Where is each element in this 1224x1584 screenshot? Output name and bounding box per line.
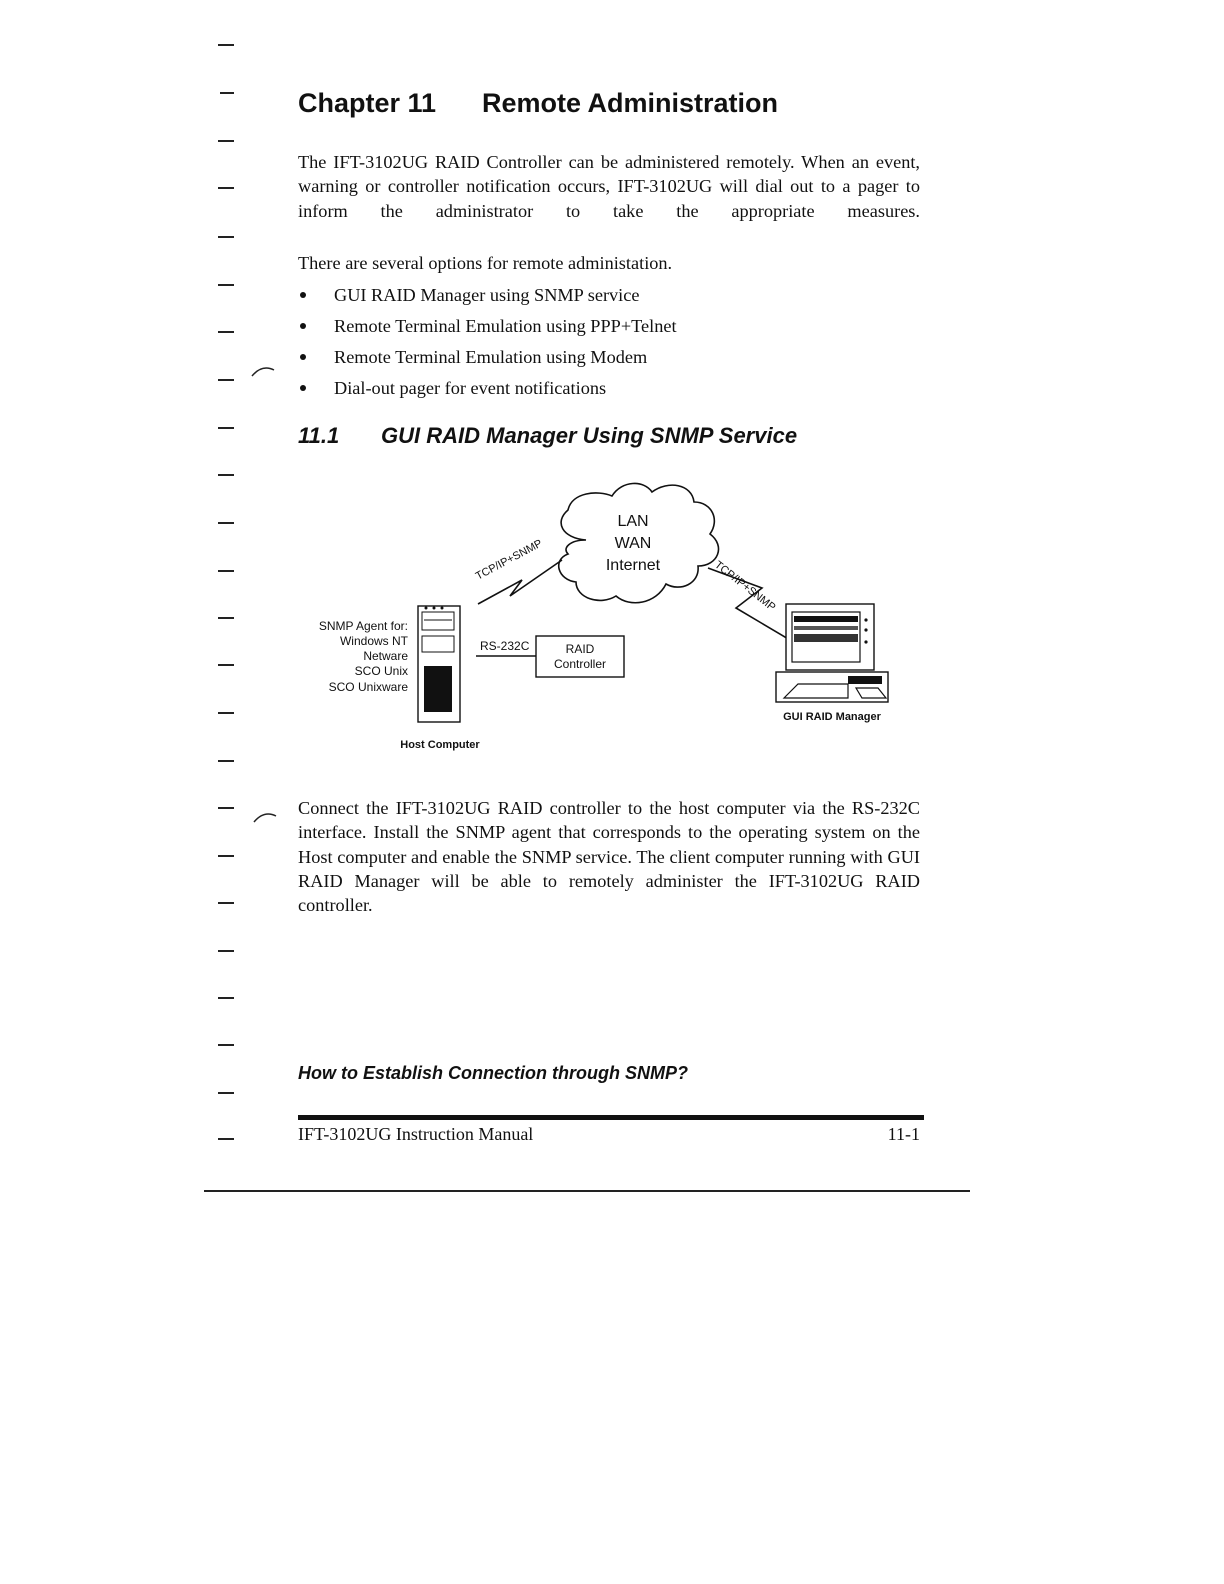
margin-mark xyxy=(218,1044,234,1046)
margin-mark xyxy=(218,807,234,809)
list-item xyxy=(298,376,677,407)
chapter-number: Chapter 11 xyxy=(298,88,437,118)
agent-os: Windows NT xyxy=(339,634,408,648)
margin-mark xyxy=(218,474,234,476)
list-item-label: Remote Terminal Emulation using PPP+Telnet xyxy=(334,316,677,336)
list-item xyxy=(298,283,677,314)
agent-os: Netware xyxy=(363,649,408,663)
margin-curl xyxy=(252,808,282,824)
margin-mark xyxy=(218,1092,234,1094)
bullet-icon xyxy=(300,354,306,360)
margin-mark xyxy=(218,570,234,572)
connect-paragraph: Connect the IFT-3102UG RAID controller to the host computer via the RS-232C interface. Install the SNMP agent that corresponds to the operating system on the Host computer and enable the SNMP service. The client computer running with GUI RAID Manager will be able to remotely administer the IFT-3102UG RAID controller. xyxy=(298,798,920,916)
snmp-network-diagram xyxy=(300,480,900,760)
bullet-icon xyxy=(300,323,306,329)
controller-label: Controller xyxy=(553,657,607,671)
how-to-heading: How to Establish Connection through SNMP? xyxy=(298,1063,688,1083)
margin-mark xyxy=(218,331,234,333)
margin-mark xyxy=(218,664,234,666)
list-item-label: Dial-out pager for event notifications xyxy=(334,378,607,398)
margin-mark xyxy=(218,427,234,429)
bullet-icon xyxy=(300,385,306,391)
list-item xyxy=(298,314,677,345)
bullet-icon xyxy=(300,292,306,298)
margin-mark xyxy=(218,617,234,619)
page-number: 11-1 xyxy=(887,1124,920,1144)
margin-mark xyxy=(218,997,234,999)
link-label-right: TCP/IP+SNMP xyxy=(712,558,778,614)
margin-mark xyxy=(218,187,234,189)
section-number: 11.1 xyxy=(298,423,340,448)
list-item-label: Remote Terminal Emulation using Modem xyxy=(334,347,648,367)
list-item-label: GUI RAID Manager using SNMP service xyxy=(334,285,640,305)
options-intro: There are several options for remote administation. xyxy=(298,253,673,273)
margin-mark xyxy=(218,284,234,286)
margin-curl xyxy=(250,362,280,378)
controller-label: RAID xyxy=(565,642,595,656)
rs232-label: RS-232C xyxy=(480,639,530,653)
section-name: GUI RAID Manager Using SNMP Service xyxy=(381,423,798,448)
margin-mark xyxy=(218,44,234,46)
page-bottom-rule xyxy=(204,1190,970,1192)
host-computer-icon xyxy=(418,606,460,722)
agent-label: SNMP Agent for: xyxy=(318,619,408,633)
footer-manual-title: IFT-3102UG Instruction Manual xyxy=(298,1124,534,1144)
client-computer-icon xyxy=(776,604,888,702)
margin-mark xyxy=(220,92,234,94)
host-label: Host Computer xyxy=(400,739,480,751)
margin-mark xyxy=(218,712,234,714)
cloud-label: Internet xyxy=(605,557,661,574)
footer-rule xyxy=(298,1115,924,1120)
margin-mark xyxy=(218,522,234,524)
margin-mark xyxy=(218,140,234,142)
margin-mark xyxy=(218,379,234,381)
link-label-left: TCP/IP+SNMP xyxy=(473,537,545,583)
options-list xyxy=(298,283,677,407)
margin-mark xyxy=(218,902,234,904)
chapter-title xyxy=(298,88,778,119)
client-label: GUI RAID Manager xyxy=(783,711,881,723)
margin-mark xyxy=(218,236,234,238)
agent-os: SCO Unix xyxy=(354,664,408,678)
chapter-name: Remote Administration xyxy=(482,88,779,118)
margin-mark xyxy=(218,855,234,857)
margin-mark xyxy=(218,760,234,762)
cloud-label: LAN xyxy=(617,513,649,530)
section-title xyxy=(298,423,797,449)
margin-mark xyxy=(218,950,234,952)
agent-os: SCO Unixware xyxy=(328,680,408,694)
intro-paragraph: The IFT-3102UG RAID Controller can be administered remotely. When an event, warning or controller notification occurs, IFT-3102UG will dial out to a pager to inform the administrator to take the appropriate measures. xyxy=(298,152,920,221)
margin-mark xyxy=(218,1138,234,1140)
cloud-label: WAN xyxy=(614,535,652,552)
list-item xyxy=(298,345,677,376)
